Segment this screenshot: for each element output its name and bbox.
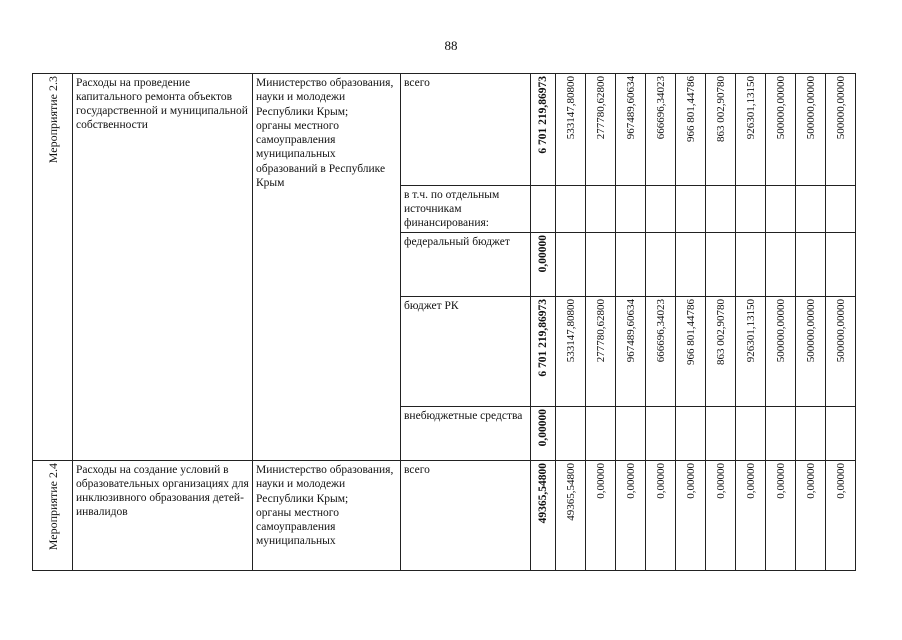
year-value-cell (586, 186, 616, 233)
funding-source-cell (401, 186, 531, 233)
year-value-cell (616, 74, 646, 186)
year-value: 0,00000 (714, 463, 727, 499)
year-value: 926301,13150 (744, 299, 757, 363)
year-value-cell (766, 297, 796, 407)
year-value-cell (676, 297, 706, 407)
funding-source-cell (401, 461, 531, 571)
year-value-cell (556, 461, 586, 571)
year-value: 533147,80800 (564, 76, 577, 140)
year-value-cell (556, 186, 586, 233)
year-value-cell (826, 186, 856, 233)
year-value-cell (826, 297, 856, 407)
year-value: 966 801,44786 (684, 76, 697, 142)
funding-source: бюджет РК (404, 300, 459, 312)
funding-source: внебюджетные средства (404, 410, 523, 422)
year-value-cell (706, 407, 736, 461)
year-value-cell (736, 407, 766, 461)
year-value-cell (706, 74, 736, 186)
year-value-cell (766, 461, 796, 571)
year-value-cell (766, 233, 796, 297)
total-value: 6 701 219,86973 (537, 299, 549, 377)
measure-description-cell (73, 74, 253, 461)
year-value-cell (826, 74, 856, 186)
year-value-cell (616, 297, 646, 407)
year-value-cell (676, 233, 706, 297)
year-value-cell (646, 74, 676, 186)
year-value: 926301,13150 (744, 76, 757, 140)
year-value-cell (646, 297, 676, 407)
year-value-cell (556, 407, 586, 461)
year-value: 0,00000 (594, 463, 607, 499)
measure-label-cell (33, 461, 73, 571)
year-value-cell (556, 233, 586, 297)
year-value-cell (796, 407, 826, 461)
year-value-cell (676, 186, 706, 233)
year-value-cell (736, 233, 766, 297)
year-value-cell (676, 74, 706, 186)
year-value-cell (706, 297, 736, 407)
funding-source: всего (404, 464, 430, 476)
page-number: 88 (444, 38, 458, 53)
funding-source: всего (404, 77, 430, 89)
year-value-cell (796, 233, 826, 297)
year-value: 277780,62800 (594, 299, 607, 363)
year-value: 666696,34023 (654, 76, 667, 140)
year-value-cell (706, 186, 736, 233)
year-value: 500000,00000 (804, 76, 817, 140)
total-value: 49365,54800 (537, 463, 549, 524)
measure-label: Мероприятие 2.3 (45, 76, 60, 164)
year-value: 0,00000 (804, 463, 817, 499)
year-value: 0,00000 (684, 463, 697, 499)
measure-description: Расходы на проведение капитального ремонта объектов государственной и муниципальной собственности (76, 77, 248, 131)
year-value-cell (796, 74, 826, 186)
year-value-cell (766, 186, 796, 233)
year-value: 863 002,90780 (714, 299, 727, 365)
year-value-cell (706, 233, 736, 297)
year-value-cell (766, 74, 796, 186)
year-value-cell (616, 407, 646, 461)
budget-table (32, 73, 856, 571)
year-value-cell (556, 297, 586, 407)
year-value-cell (796, 461, 826, 571)
year-value: 0,00000 (834, 463, 847, 499)
year-value-cell (646, 186, 676, 233)
year-value: 49365,54800 (564, 463, 577, 521)
executor-cell (253, 461, 401, 571)
year-value: 967489,60634 (624, 76, 637, 140)
year-value: 863 002,90780 (714, 76, 727, 142)
total-cell (531, 186, 556, 233)
executor-text: Министерство образования, науки и молодежи Республики Крым; органы местного самоуправления муниципальных (256, 464, 394, 548)
year-value-cell (736, 186, 766, 233)
funding-source-cell (401, 74, 531, 186)
year-value: 967489,60634 (624, 299, 637, 363)
measure-label: Мероприятие 2.4 (45, 463, 60, 551)
year-value-cell (646, 407, 676, 461)
measure-description-cell (73, 461, 253, 571)
total-cell (531, 407, 556, 461)
year-value-cell (616, 233, 646, 297)
funding-source-cell (401, 233, 531, 297)
table-row (33, 461, 856, 571)
year-value-cell (826, 233, 856, 297)
year-value-cell (616, 461, 646, 571)
year-value-cell (586, 74, 616, 186)
year-value: 0,00000 (624, 463, 637, 499)
year-value-cell (826, 407, 856, 461)
year-value: 966 801,44786 (684, 299, 697, 365)
measure-description: Расходы на создание условий в образовательных организациях для инклюзивного образования детей-инвалидов (76, 464, 249, 518)
executor-cell (253, 74, 401, 461)
year-value: 500000,00000 (834, 76, 847, 140)
year-value-cell (586, 233, 616, 297)
year-value-cell (676, 407, 706, 461)
year-value-cell (766, 407, 796, 461)
year-value: 500000,00000 (834, 299, 847, 363)
funding-source: федеральный бюджет (404, 236, 510, 248)
year-value-cell (646, 461, 676, 571)
total-cell (531, 461, 556, 571)
total-cell (531, 233, 556, 297)
total-value: 0,00000 (537, 409, 549, 447)
year-value-cell (646, 233, 676, 297)
year-value-cell (586, 297, 616, 407)
total-value: 6 701 219,86973 (537, 76, 549, 154)
measure-label-cell (33, 74, 73, 461)
year-value-cell (586, 461, 616, 571)
funding-source-cell (401, 297, 531, 407)
table-row (33, 74, 856, 186)
year-value-cell (736, 297, 766, 407)
year-value-cell (736, 74, 766, 186)
total-value: 0,00000 (537, 235, 549, 273)
total-cell (531, 297, 556, 407)
total-cell (531, 74, 556, 186)
year-value-cell (616, 186, 646, 233)
year-value-cell (736, 461, 766, 571)
year-value: 0,00000 (774, 463, 787, 499)
year-value-cell (796, 297, 826, 407)
funding-source-cell (401, 407, 531, 461)
year-value-cell (796, 186, 826, 233)
year-value: 277780,62800 (594, 76, 607, 140)
year-value-cell (556, 74, 586, 186)
year-value: 500000,00000 (774, 299, 787, 363)
year-value-cell (586, 407, 616, 461)
funding-source: в т.ч. по отдельным источникам финансирования: (404, 189, 500, 229)
year-value: 533147,80800 (564, 299, 577, 363)
executor-text: Министерство образования, науки и молодежи Республики Крым; органы местного самоуправления муниципальных образований в Республике Крым (256, 77, 394, 190)
year-value-cell (826, 461, 856, 571)
year-value: 0,00000 (744, 463, 757, 499)
year-value: 500000,00000 (804, 299, 817, 363)
year-value-cell (676, 461, 706, 571)
year-value: 500000,00000 (774, 76, 787, 140)
year-value-cell (706, 461, 736, 571)
year-value: 0,00000 (654, 463, 667, 499)
year-value: 666696,34023 (654, 299, 667, 363)
